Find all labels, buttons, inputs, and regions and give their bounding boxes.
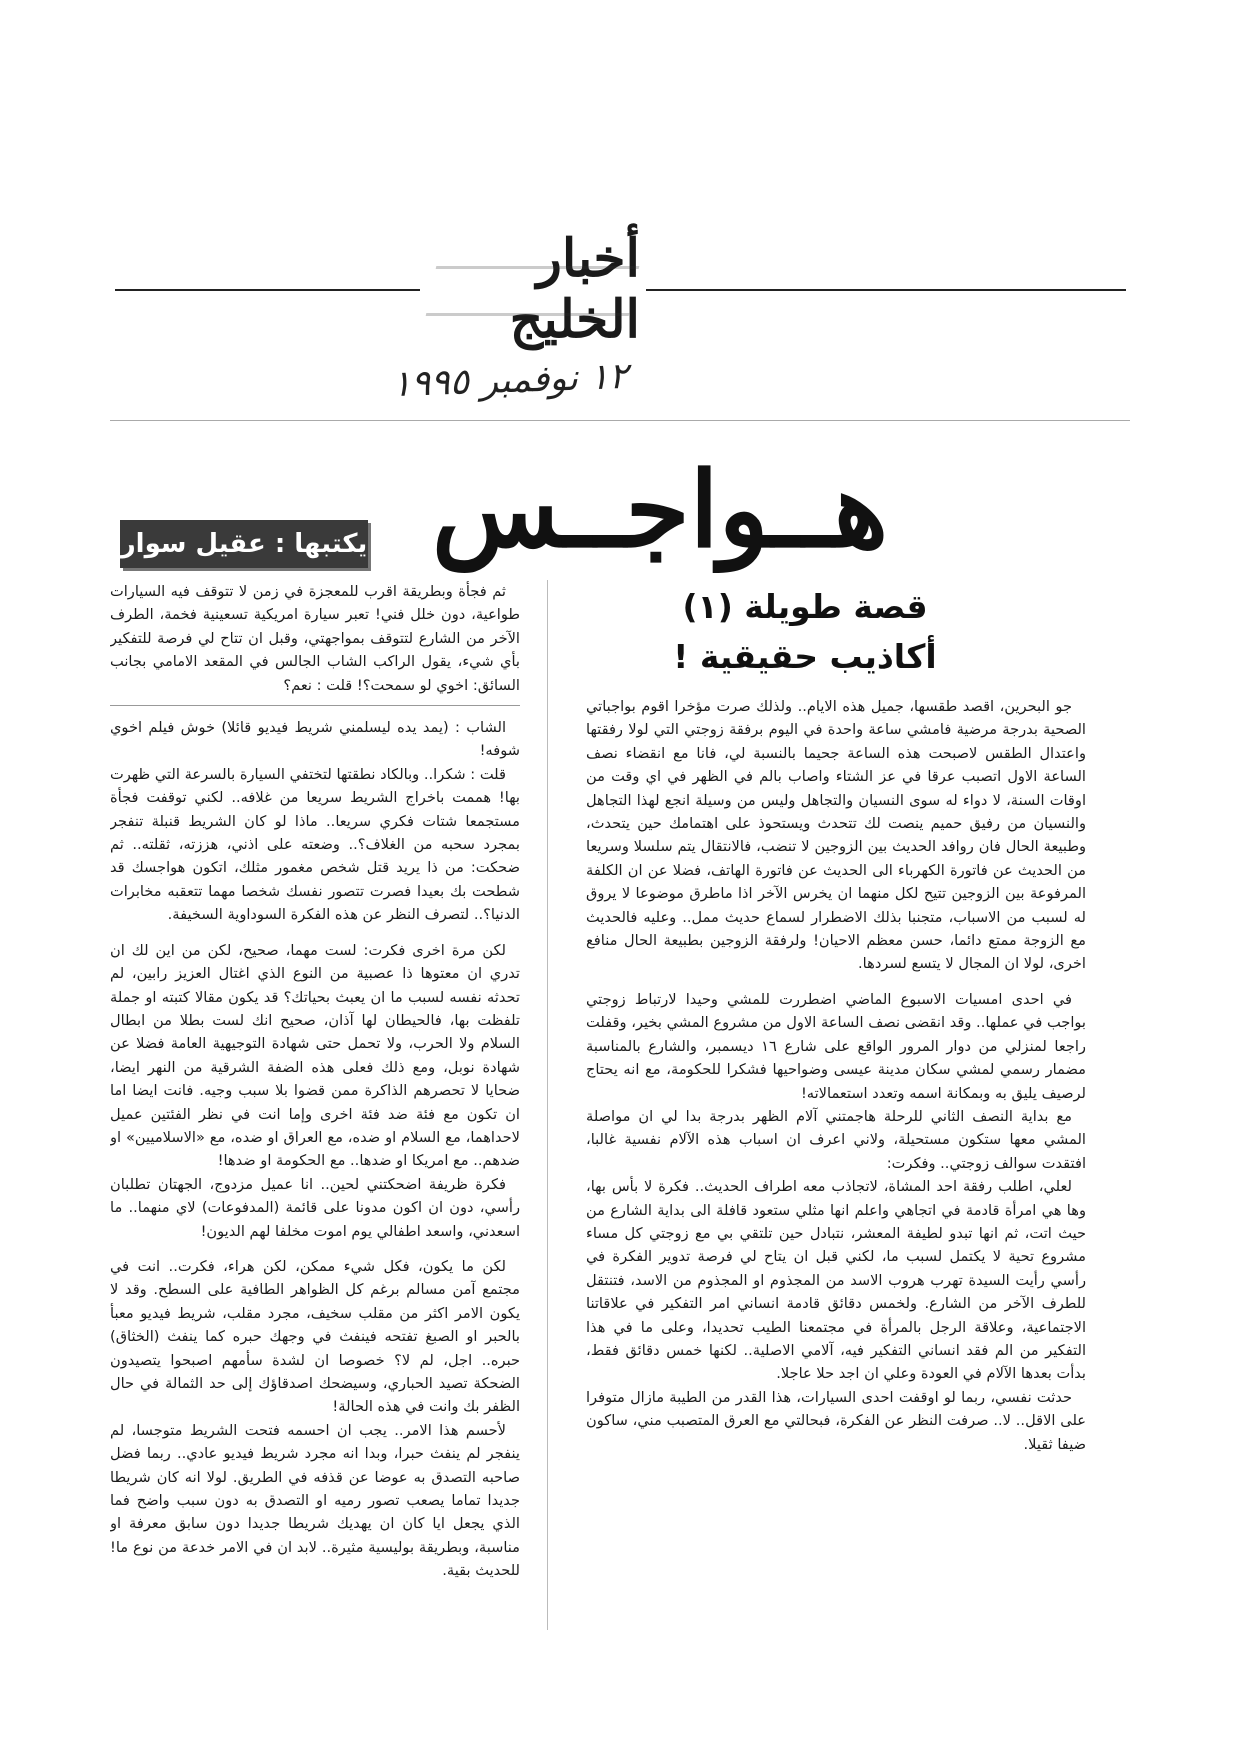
masthead-rule-right	[646, 289, 1126, 291]
paragraph: قلت : شكرا.. وبالكاد نطقتها لتختفي السيارة بالسرعة التي ظهرت بها! هممت باخراج الشريط سريعا من غلافه.. لكني توقفت فجأة مستجمعا شتات فكري سريعا.. ماذا لو كان الشريط قنبلة تنفجر بمجرد سحبه من الغلاف؟.. وضعته على اذني، هززته، ثقلته.. ثم ضحكت: من ذا يريد قتل شخص مغمور مثلك، اتكون هواجسك قد شطحت بك بعيدا فصرت تتصور نفسك شخصا مهما تتعقبه مخابرات الدنيا؟.. لتصرف النظر عن هذه الفكرة السوداوية السخيفة.	[110, 765, 520, 924]
byline-text: يكتبها : عقيل سوار	[120, 529, 368, 559]
logo-brush-stroke	[426, 266, 640, 316]
paragraph: حدثت نفسي، ربما لو اوقفت احدى السيارات، هذا القدر من الطيبة مازال متوفرا على الاقل.. لا.. صرفت النظر عن الفكرة، فبحالتي مع العرق المتصبب مني، ساكون ضيفا ثقيلا.	[586, 1388, 1086, 1453]
paragraph: لكن مرة اخرى فكرت: لست مهما، صحيح، لكن من اين لك ان تدري ان معتوها ذا عصبية من النوع الذي اغتال العزيز رابين، لم تحدثه نفسه لسبب ما ان يعبث بحياتك؟ قد يكون مقالا كتبته او جملة تلفظت بها، فالحيطان لها آذان، صحيح انك لست بطلا من ابطال السلام ولا الحرب، ولا تحمل حتى شهادة التوجيهية العامة فضلا عن شهادة نوبل، ومع ذلك فعلى هذه الضفة الشرقية من النهر ايضا، ضحايا لا تحصرهم الذاكرة ممن قضوا بلا سبب وجيه. فانت ايضا اما ان تكون مع فئة ضد فئة اخرى وإما انت في نظر الفئتين عميل لاحداهما، مع السلام او ضده، مع العراق او ضده، مع «الاسلاميين» او ضدهم.. مع امريكا او ضدها.. مع الحكومة او ضدها!	[110, 941, 520, 1170]
paragraph: لعلي، اطلب رفقة احد المشاة، لاتجاذب معه اطراف الحديث.. فكرة لا بأس بها، وها هي امرأة قادمة في اتجاهي واعلم انها مثلي ستعود قافلة الى بداية الشارع من حيث اتت، ثم انها تبدو لطيفة المعشر، نتبادل حين تلتقي بي مع زوجتي كل مساء مشروع تحية لا يكتمل لسبب ما، لكني قبل ان يتاح لي فرصة تدوير الفكرة في رأسي رأيت السيدة تهرب هروب الاسد من المجذوم او المجذوم من الاسد، فتنتقل للطرف الآخر من الشارع. ولخمس دقائق قادمة انساني امر التفكير في علاقاتنا الاجتماعية، وعلاقة الرجل بالمرأة في مجتمعنا الطيب تحديدا، وعلى ما في هذا التفكير من الم فقد انساني التفكير فيه، آلامي الاصلية.. لكنها خمس دقائق فقط، بدأت بعدها الآلام في العودة وعلي ان اجد حلا عاجلا.	[586, 1178, 1086, 1383]
article-column-right	[586, 695, 1086, 1645]
paragraph: جو البحرين، اقصد طقسها، جميل هذه الايام.. ولذلك صرت مؤخرا اقوم بواجباتي الصحية بدرجة مرضية فامشي ساعة واحدة في اليوم برفقة زوجتي التي لولا رفقتها واعتدال الطقس لاصبحت هذه الساعة جحيما بالنسبة لي، فانا مع انقضاء نصف الساعة الاول اتصبب عرقا في عز الشتاء واصاب بالم في الظهر في اي وقت من اوقات السنة، لا دواء له سوى النسيان والتجاهل وليس من وسيلة انجع لهذا التجاهل والنسيان من رفيق حميم ينصت لك تتحدث ويستحوذ على اهتمامك حين يتحدث، وطبيعة الحال فان روافد الحديث بين الزوجين لا تنضب، فالانتقال يتم سلسلا وسريعا من الحديث عن فاتورة الكهرباء الى الحديث عن فاتورة الهاتف، فضلا عن ان الكلفة المرفوعة بين الزوجين تتيح لكل منهما ان يخرس الآخر اذا ماطرق موضوعا لا يروق له لسبب من الاسباب، متجنبا بذلك الاضطرار لسماع حديث ممل.. وعليه فالحديث مع الزوجة ممتع دائما، حسن معظم الاحيان! ولرفقة الزوجين بطبيعة الحال منافع اخرى، لولا ان المجال لا يتسع لسردها.	[586, 698, 1086, 973]
column-divider	[547, 580, 548, 1630]
paragraph: فكرة ظريفة اضحكتني لحين.. انا عميل مزدوج، الجهتان تطلبان رأسي، دون ان اكون مدونا على قائمة (المدفوعات) لاي منهما.. ما اسعدني، واسعد اطفالي يوم اموت مخلفا لهم الديون!	[110, 1175, 520, 1240]
newspaper-logo	[425, 228, 640, 350]
masthead-rule-left	[115, 289, 420, 291]
story-heading	[580, 582, 1030, 682]
section-divider	[110, 420, 1130, 421]
newspaper-logo-text: أخبار الخليج	[509, 228, 640, 350]
handwritten-date: ١٢ نوفمبر ١٩٩٥	[391, 355, 629, 406]
paragraph: لأحسم هذا الامر.. يجب ان احسمه فتحت الشريط متوجسا، لم ينفجر لم ينفث حبرا، وبدا انه مجرد شريط فيديو عادي.. ربما فضل صاحبه التصدق به عوضا عن قذفه في الطريق. لولا انه كان شريطا جديدا تماما يصعب تصور رميه او التصدق به دون سبب واضح فما الذي يجعل ايا كان ان يهديك شريطا جديدا دون سابق معرفة او مناسبة، وبطريقة بوليسية مثيرة.. لابد ان في الامر خدعة من نوع ما! للحديث بقية.	[110, 1421, 520, 1580]
paragraph: في احدى امسيات الاسبوع الماضي اضطررت للمشي وحيدا لارتباط زوجتي بواجب في عملها.. وقد انقضى نصف الساعة الاول من مشروع المشي بخير، وقفلت راجعا لمنزلي من دوار المرور الواقع على شارع ١٦ ديسمبر، والشارع بالمناسبة مضمار رسمي لمشي سكان مدينة عيسى وضواحيها فشكرا للحكومة، مع انه يحتاج لرصيف يليق به وبمكانة اسمه وتعدد استعمالاته!	[586, 990, 1086, 1102]
column-title: هــواجــس	[431, 448, 889, 571]
article-column-left	[110, 580, 520, 1610]
paragraph: لكن ما يكون، فكل شيء ممكن، لكن هراء، فكرت.. انت في مجتمع آمن مسالم برغم كل الظواهر الطافية على السطح. وقد لا يكون الامر اكثر من مقلب سخيف، مجرد مقلب، شريط فيديو معبأ بالحبر او الصبغ تفتحه فينفث في وجهك حبره كما ينفث (الخثاق) حبره.. اجل، لم لا؟ خصوصا ان لشدة سأمهم اصبحوا يتصيدون الضحكة تصيد الحباري، وسيضحك اصدقاؤك إلى حد الثمالة في حال الظفر بك وانت في هذه الحالة!	[110, 1257, 520, 1416]
paragraph-rule	[110, 705, 520, 706]
paragraph: مع بداية النصف الثاني للرحلة هاجمتني آلام الظهر بدرجة بدا لي ان مواصلة المشي معها ستكون مستحيلة، ولاني اعرف ان اسباب هذه الآلام نفسية غالبا، افتقدت سوالف زوجتي.. وفكرت:	[586, 1107, 1086, 1172]
story-heading-title: أكاذيب حقيقية !	[673, 637, 937, 676]
byline-box	[120, 520, 368, 568]
paragraph: ثم فجأة وبطريقة اقرب للمعجزة في زمن لا تتوقف فيه السيارات طواعية، دون خلل فني! تعبر سيارة امريكية تسعينية فخمة، الطرف الآخر من الشارع لتتوقف بمواجهتي، وقبل ان تتاح لي فرصة للتفكير بأي شيء، يقول الراكب الشاب الجالس في المقعد الامامي بجانب السائق: اخوي لو سمحت؟! قلت : نعم؟	[110, 583, 520, 694]
paragraph: الشاب : (يمد يده ليسلمني شريط فيديو قائلا) خوش فيلم اخوي شوفه!	[110, 719, 520, 760]
story-heading-series: قصة طويلة (١)	[682, 587, 928, 626]
